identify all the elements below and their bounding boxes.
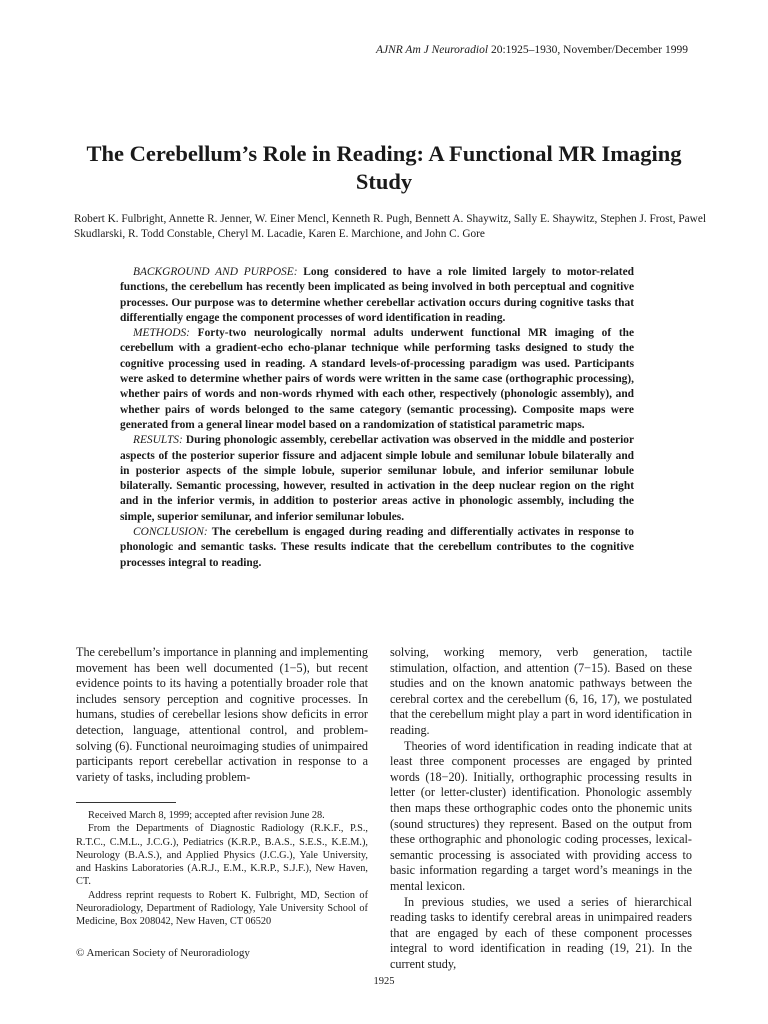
abstract-background bbox=[120, 265, 634, 326]
body-paragraph: Theories of word identification in reading indicate that at least three component processes are engaged by printed words (18−20). Initially, orthographic processing results in letter (or letter-cluster) identification. Phonologic assembly then maps these orthographic codes onto the phonemic units (sound structures) they represent. Based on the output from these orthographic and phonologic coding processes, lexical-semantic processing is associated with providing access to basic information regarding a target word’s meanings in the mental lexicon. bbox=[390, 738, 692, 893]
abstract-conclusion bbox=[120, 525, 634, 571]
abstract-methods-text: Forty-two neurologically normal adults underwent functional MR imaging of the cerebellum with a gradient-echo echo-planar technique while performing tasks designed to study the cognitive processing used in reading. A standard levels-of-processing paradigm was used. Participants were asked to determine whether pairs of words were written in the same case (orthographic processing), whether pairs of words and non-words rhymed with each other, respectively (phonologic assembly), and whether pairs of words belonged to the same category (semantic processing). Composite maps were generated from a general linear model based on a randomization of statistical parametric maps. bbox=[120, 327, 634, 431]
copyright-notice: © American Society of Neuroradiology bbox=[76, 947, 250, 959]
footnotes bbox=[76, 809, 368, 929]
footnote-received: Received March 8, 1999; accepted after revision June 28. bbox=[88, 810, 325, 821]
body-column-left bbox=[76, 645, 368, 785]
abstract-background-label: BACKGROUND AND PURPOSE: bbox=[133, 266, 298, 278]
abstract bbox=[120, 265, 634, 571]
footnote-affiliations: From the Departments of Diagnostic Radiology (R.K.F., P.S., R.T.C., C.M.L., J.C.G.), Pediatrics (K.R.P., B.A.S., S.E.S., K.E.M.), Neurology (B.A.S.), and Applied Physics (J.C.G.), Yale University, and Haskins Laboratories (A.R.J., E.M., K.R.P., S.J.F.), New Haven, CT. bbox=[76, 823, 368, 888]
body-paragraph: In previous studies, we used a series of hierarchical reading tasks to identify cerebral areas in unimpaired readers that are engaged by each of these component processes integral to word identification in reading (19, 21). In the current study, bbox=[390, 894, 692, 971]
footnote-divider bbox=[76, 802, 176, 803]
footnote-reprints: Address reprint requests to Robert K. Fulbright, MD, Section of Neuroradiology, Department of Radiology, Yale University School of Medicine, Box 208042, New Haven, CT 06520 bbox=[76, 889, 368, 928]
body-paragraph: The cerebellum’s importance in planning and implementing movement has been well documented (1−5), but recent evidence points to its having a potentially broader role that includes sensory perception and cognitive processes. In humans, studies of cerebellar lesions show deficits in error detection, language, attentional control, and problem-solving (6). Functional neuroimaging studies of unimpaired participants report cerebellar activation in response to a variety of tasks, including problem- bbox=[76, 645, 368, 784]
page-number: 1925 bbox=[373, 976, 395, 987]
abstract-results bbox=[120, 433, 634, 525]
abstract-methods bbox=[120, 326, 634, 433]
abstract-results-text: During phonologic assembly, cerebellar activation was observed in the middle and posterior aspects of the posterior superior fissure and adjacent simple lobule and semilunar lobule bilaterally and in posterior aspects of the simple lobule, superior semilunar lobule, and inferior semilunar lobule bilaterally. Semantic processing, however, resulted in activation in the deep nuclear region on the right and in the inferior vermis, in addition to posterior areas active in phonologic assembly, including the simple, superior semilunar, and inferior semilunar lobules. bbox=[120, 434, 634, 523]
abstract-background-text: Long considered to have a role limited largely to motor-related functions, the cerebellum has recently been implicated as being involved in both perceptual and cognitive processes. Our purpose was to determine whether cerebellar activation occurs during cognitive tasks that differentially engage the component processes of word identification in reading. bbox=[120, 266, 634, 324]
author-list: Robert K. Fulbright, Annette R. Jenner, W. Einer Mencl, Kenneth R. Pugh, Bennett A. Shaywitz, Sally E. Shaywitz, Stephen J. Frost, Pawel Skudlarski, R. Todd Constable, Cheryl M. Lacadie, Karen E. Marchione, and John C. Gore bbox=[74, 213, 706, 240]
body-paragraph: solving, working memory, verb generation, tactile stimulation, olfaction, and attention (7−15). Based on these studies and on the known anatomic pathways between the cerebral cortex and the cerebellum (6, 16, 17), we postulated that the cerebellum might play a part in word identification in reading. bbox=[390, 645, 692, 737]
article-title: The Cerebellum’s Role in Reading: A Functional MR Imaging Study bbox=[86, 141, 682, 194]
abstract-conclusion-text: The cerebellum is engaged during reading and differentially activates in response to phonologic and semantic tasks. These results indicate that the cerebellum contributes to the cognitive processes integral to reading. bbox=[120, 526, 634, 569]
abstract-results-label: RESULTS: bbox=[133, 434, 183, 447]
journal-name: AJNR Am J Neuroradiol bbox=[375, 44, 489, 56]
body-column-right bbox=[390, 645, 692, 972]
abstract-methods-label: METHODS: bbox=[133, 327, 190, 340]
journal-citation bbox=[376, 44, 688, 56]
abstract-conclusion-label: CONCLUSION: bbox=[133, 526, 208, 539]
journal-volume-pages-date: 20:1925–1930, November/December 1999 bbox=[490, 44, 688, 56]
